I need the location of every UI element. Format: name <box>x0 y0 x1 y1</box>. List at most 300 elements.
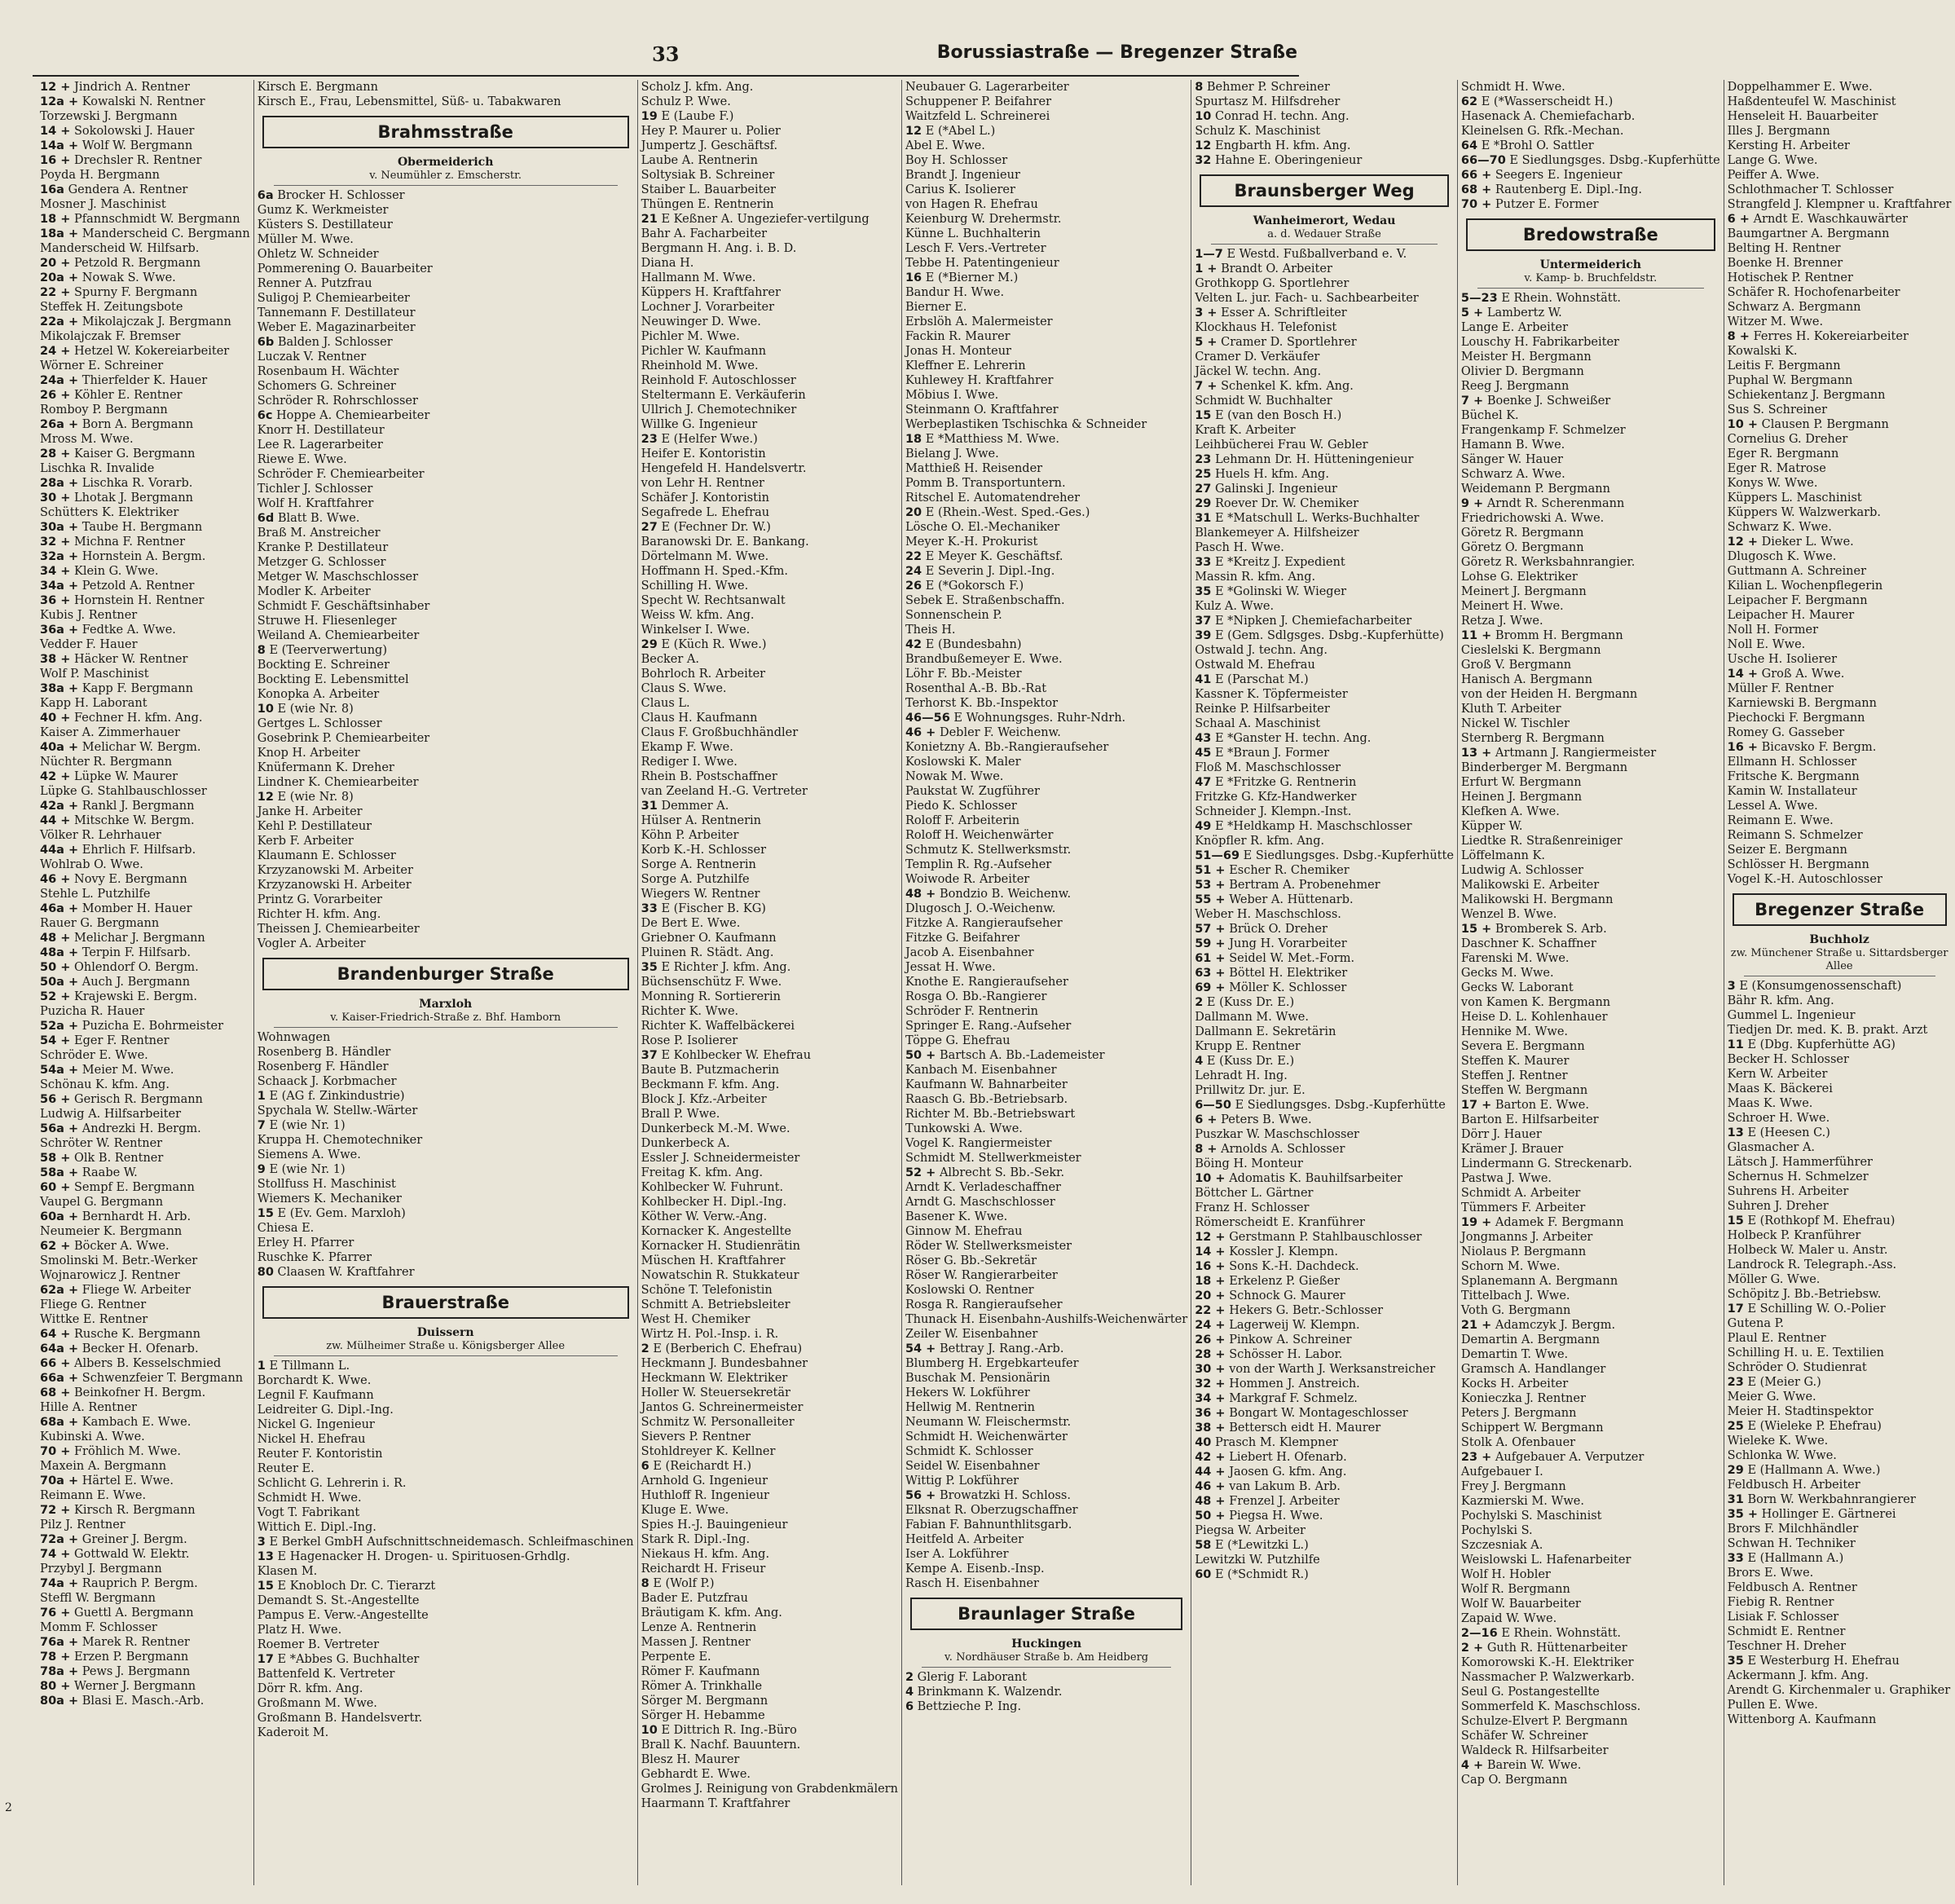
house-number: 76a + <box>40 1636 79 1649</box>
house-number: 53 + <box>1195 879 1226 892</box>
house-number: 46—56 <box>905 712 950 725</box>
resident-text: Fröhlich M. Wwe. <box>74 1445 181 1458</box>
entry <box>40 1136 250 1151</box>
entry <box>1728 843 1952 857</box>
resident-text: Röder W. Stellwerksmeister <box>905 1240 1072 1253</box>
entry <box>1195 643 1454 658</box>
resident-text: Waitzfeld L. Schreinerei <box>905 110 1050 123</box>
entry <box>1461 1010 1720 1025</box>
resident-text: E *Kreitz J. Expedient <box>1214 556 1345 569</box>
resident-text: Jantos G. Schreinermeister <box>641 1401 804 1414</box>
entry <box>258 394 634 408</box>
resident-text: Roemer B. Vertreter <box>257 1638 380 1651</box>
resident-text: Feldbusch H. Arbeiter <box>1727 1479 1860 1492</box>
resident-text: Rusche K. Bergmann <box>74 1328 200 1341</box>
entry <box>258 687 634 702</box>
entry <box>1195 1245 1454 1259</box>
entry <box>1461 139 1720 153</box>
entry <box>905 901 1187 916</box>
entry <box>258 1148 634 1162</box>
entry <box>905 1327 1187 1342</box>
entry <box>1461 1083 1720 1098</box>
entry <box>40 608 250 623</box>
house-number: 11 + <box>1460 629 1492 642</box>
resident-text: Schmidt K. Schlosser <box>905 1445 1033 1458</box>
entry <box>1195 247 1454 262</box>
entry <box>1461 1553 1720 1567</box>
entry <box>1728 1228 1952 1243</box>
entry <box>641 373 898 388</box>
resident-text: Schröder E. Wwe. <box>40 1049 148 1062</box>
entry <box>1461 1582 1720 1597</box>
resident-text: Holbeck P. Kranführer <box>1727 1229 1861 1242</box>
entry <box>1728 80 1952 95</box>
resident-text: Klefken A. Wwe. <box>1460 805 1560 818</box>
resident-text: Binderberger M. Bergmann <box>1460 761 1628 774</box>
resident-text: Bettersch eidt H. Maurer <box>1229 1421 1381 1435</box>
resident-text: Kossler J. Klempn. <box>1229 1245 1338 1258</box>
resident-text: Roloff F. Arbeiterin <box>905 814 1020 827</box>
resident-text: Küppers L. Maschinist <box>1727 491 1862 505</box>
entry <box>1461 1098 1720 1113</box>
entry <box>258 731 634 746</box>
entry <box>641 212 898 227</box>
margin-note: 2 <box>5 1801 12 1814</box>
resident-text: Reimann S. Schmelzer <box>1727 829 1863 842</box>
street-heading: Brauerstraße <box>262 1286 629 1319</box>
house-number: 66—70 <box>1460 154 1506 167</box>
resident-text: Brinkmann K. Walzendr. <box>917 1686 1063 1699</box>
house-number: 14 + <box>40 125 71 138</box>
entry <box>641 549 898 564</box>
entry <box>1728 681 1952 696</box>
entry <box>1728 769 1952 784</box>
entry <box>905 872 1187 887</box>
column-4 <box>902 80 1191 1885</box>
resident-text: Wenzel B. Wwe. <box>1460 908 1557 921</box>
resident-text: Andrezki H. Bergm. <box>81 1122 201 1135</box>
entry <box>40 315 250 329</box>
entry <box>1728 1258 1952 1272</box>
resident-text: Kazmierski M. Wwe. <box>1460 1495 1584 1508</box>
entry <box>1461 1670 1720 1685</box>
entry <box>258 1520 634 1535</box>
resident-text: Schäfer J. Kontoristin <box>641 491 769 505</box>
resident-text: Laube A. Rentnerin <box>641 154 758 167</box>
house-number: 12 <box>1195 139 1212 152</box>
resident-text: Gendera A. Rentner <box>68 183 188 196</box>
entry <box>40 1063 250 1078</box>
entry <box>1728 476 1952 491</box>
house-number: 66 + <box>40 1357 71 1370</box>
house-number: 16 <box>905 271 922 284</box>
resident-text: Rosga R. Rangieraufseher <box>905 1298 1063 1311</box>
entry <box>258 1162 634 1177</box>
entry <box>1195 746 1454 760</box>
entry <box>40 1268 250 1283</box>
resident-text: Ohlendorf O. Bergm. <box>74 961 199 974</box>
resident-text: E Tillmann L. <box>269 1360 350 1373</box>
resident-text: Baranowski Dr. E. Bankang. <box>641 536 809 549</box>
resident-text: Tunkowski A. Wwe. <box>905 1122 1023 1135</box>
resident-text: Cap O. Bergmann <box>1460 1774 1568 1787</box>
resident-text: Müller M. Wwe. <box>257 233 354 246</box>
resident-text: Hornstein H. Rentner <box>74 594 205 607</box>
house-number: 30a + <box>40 521 79 534</box>
resident-text: Metger W. Maschschlosser <box>257 571 419 584</box>
entry <box>641 1635 898 1650</box>
resident-text: Bielang J. Wwe. <box>905 447 999 461</box>
house-number: 68a + <box>40 1416 79 1429</box>
entry <box>905 95 1187 109</box>
resident-text: Bettzieche P. Ing. <box>917 1700 1022 1713</box>
resident-text: E (Kuss Dr. E.) <box>1206 996 1295 1009</box>
resident-text: Greiner J. Bergm. <box>81 1533 187 1546</box>
resident-text: Kaiser G. Bergmann <box>74 447 196 461</box>
resident-text: Schmidt H. Wwe. <box>1460 81 1565 94</box>
resident-text: Jindrich A. Rentner <box>74 81 190 94</box>
entry <box>1728 1184 1952 1199</box>
resident-text: Prasch M. Klempner <box>1214 1436 1338 1449</box>
entry <box>1195 1318 1454 1333</box>
entry <box>40 1019 250 1034</box>
resident-text: Gerisch R. Bergmann <box>74 1093 203 1106</box>
entry <box>1461 1611 1720 1626</box>
resident-text: Keienburg W. Drehermstr. <box>905 213 1062 226</box>
resident-text: Daschner K. Schaffner <box>1460 937 1596 950</box>
house-number: 64a + <box>40 1342 79 1355</box>
house-number: 2 + <box>1460 1642 1484 1655</box>
resident-text: Kehl P. Destillateur <box>257 820 372 833</box>
entry <box>1728 153 1952 168</box>
entry <box>1728 652 1952 667</box>
entry <box>905 388 1187 403</box>
entry <box>1728 197 1952 212</box>
entry <box>1461 731 1720 746</box>
entry <box>641 1415 898 1430</box>
entry <box>40 1635 250 1650</box>
resident-text: Schwarz A. Wwe. <box>1460 468 1565 481</box>
entry <box>40 373 250 388</box>
resident-text: Sokolowski J. Hauer <box>74 125 195 138</box>
entry <box>641 476 898 491</box>
resident-text: Schmidt A. Arbeiter <box>1460 1187 1581 1200</box>
entry <box>641 1723 898 1738</box>
resident-text: Buschak M. Pensionärin <box>905 1372 1050 1385</box>
street-extent: v. Neumühler z. Emscherstr. <box>369 170 522 182</box>
resident-text: Franz H. Schlosser <box>1195 1201 1310 1214</box>
entry <box>1728 271 1952 285</box>
entry <box>40 124 250 139</box>
entry <box>40 1224 250 1239</box>
resident-text: Fitzke A. Rangieraufseher <box>905 917 1063 930</box>
entry <box>641 1312 898 1327</box>
entry <box>641 491 898 505</box>
resident-text: Brandt O. Arbeiter <box>1221 262 1332 275</box>
house-number: 5—23 <box>1460 292 1498 305</box>
entry <box>1728 1624 1952 1639</box>
house-number: 57 + <box>1195 923 1226 936</box>
resident-text: Renner A. Putzfrau <box>257 277 372 290</box>
entry <box>1195 570 1454 584</box>
entry <box>40 212 250 227</box>
resident-text: Hornstein A. Bergm. <box>81 550 206 563</box>
entry <box>1461 1641 1720 1655</box>
entry <box>905 1239 1187 1254</box>
entry <box>40 461 250 476</box>
resident-text: Kamin W. Installateur <box>1727 785 1857 798</box>
resident-text: Ferres H. Kokereiarbeiter <box>1753 330 1909 343</box>
resident-text: Born A. Bergmann <box>81 418 194 431</box>
resident-text: Dunkerbeck A. <box>641 1137 730 1150</box>
street-heading: Bregenzer Straße <box>1733 893 1947 926</box>
entry <box>1461 291 1720 306</box>
resident-text: Woiwode R. Arbeiter <box>905 873 1030 886</box>
house-number: 54a + <box>40 1064 79 1077</box>
resident-text: Bräutigam K. kfm. Ang. <box>641 1606 782 1620</box>
street-heading: Braunsberger Weg <box>1200 174 1449 207</box>
entry <box>1195 760 1454 775</box>
entry <box>1461 1347 1720 1362</box>
entry <box>1728 432 1952 447</box>
resident-text: Borchardt K. Wwe. <box>257 1374 372 1387</box>
resident-text: Wolf P. Maschinist <box>40 668 149 681</box>
resident-text: Splanemann A. Bergmann <box>1460 1275 1618 1288</box>
house-number: 20 + <box>40 257 71 270</box>
resident-text: Wirtz H. Pol.-Insp. i. R. <box>641 1328 779 1341</box>
resident-text: Meier H. Stadtinspektor <box>1727 1405 1874 1418</box>
resident-text: Leitis F. Bergmann <box>1727 359 1841 372</box>
entry <box>905 828 1187 843</box>
entry <box>641 1122 898 1136</box>
entry <box>641 711 898 725</box>
entry <box>40 520 250 535</box>
resident-text: Albrecht S. Bb.-Sekr. <box>939 1166 1065 1179</box>
entry <box>1195 1230 1454 1245</box>
entry <box>258 1623 634 1637</box>
entry <box>1728 1492 1952 1507</box>
resident-text: Kapp F. Bergmann <box>81 682 193 695</box>
resident-text: Tebbe H. Patentingenieur <box>905 257 1059 270</box>
resident-text: Wörner E. Schreiner <box>40 359 164 372</box>
resident-text: von Lehr H. Rentner <box>641 477 764 490</box>
resident-text: Wittenborg A. Kaufmann <box>1727 1713 1877 1726</box>
resident-text: Escher R. Chemiker <box>1229 864 1350 877</box>
resident-text: Heise D. L. Kohlenhauer <box>1460 1011 1608 1024</box>
entry <box>1195 1567 1454 1582</box>
house-number: 6 + <box>1727 213 1750 226</box>
entry <box>1728 1712 1952 1727</box>
resident-text: Huthloff R. Ingenieur <box>641 1489 769 1502</box>
resident-text: Sus S. Schreiner <box>1727 403 1828 416</box>
resident-text: Theis H. <box>905 624 956 637</box>
entry <box>258 1060 634 1074</box>
resident-text: Röser G. Bb.-Sekretär <box>905 1254 1037 1267</box>
entry <box>258 364 634 379</box>
entry <box>1461 892 1720 907</box>
house-number: 62a + <box>40 1284 79 1297</box>
entry <box>905 1386 1187 1400</box>
house-number: 51—69 <box>1195 849 1240 862</box>
house-number: 74a + <box>40 1577 79 1590</box>
entry <box>258 467 634 482</box>
entry <box>1195 804 1454 819</box>
separator <box>922 1667 1171 1668</box>
entry <box>1461 1113 1720 1127</box>
resident-text: Schenkel K. kfm. Ang. <box>1221 380 1354 393</box>
entry <box>1728 256 1952 271</box>
entry <box>1461 1465 1720 1479</box>
entry <box>641 667 898 681</box>
house-number: 48 + <box>40 932 71 945</box>
resident-text: Artmann J. Rangiermeister <box>1495 747 1657 760</box>
resident-text: Kulz A. Wwe. <box>1195 600 1275 613</box>
resident-text: Janke H. Arbeiter <box>257 805 363 818</box>
entry <box>258 892 634 907</box>
entry <box>1195 1186 1454 1201</box>
entry <box>1461 496 1720 511</box>
house-number: 6d <box>257 512 275 525</box>
resident-text: Zapaid W. Wwe. <box>1460 1612 1557 1625</box>
entry <box>641 197 898 212</box>
resident-text: Seidel W. Met.-Form. <box>1229 952 1355 965</box>
entry <box>1461 848 1720 863</box>
entry <box>641 1298 898 1312</box>
entry <box>40 579 250 593</box>
resident-text: Usche H. Isolierer <box>1727 653 1838 666</box>
house-number: 48 + <box>905 888 936 901</box>
entry <box>1728 315 1952 329</box>
house-number: 76 + <box>40 1606 71 1620</box>
resident-text: Weislowski L. Hafenarbeiter <box>1460 1554 1631 1567</box>
entry <box>1461 570 1720 584</box>
entry <box>641 505 898 520</box>
resident-text: Bader E. Putzfrau <box>641 1592 748 1605</box>
resident-text: Maas K. Wwe. <box>1727 1097 1813 1110</box>
house-number: 1 <box>257 1360 266 1373</box>
house-number: 49 <box>1195 820 1212 833</box>
entry <box>1728 520 1952 535</box>
house-number: 19 + <box>1460 1216 1492 1229</box>
entry <box>258 1206 634 1221</box>
house-number: 42 + <box>40 770 71 783</box>
entry <box>905 564 1187 579</box>
resident-text: Reimann E. Wwe. <box>40 1489 147 1502</box>
house-number: 37 <box>1195 615 1212 628</box>
resident-text: Brandt J. Ingenieur <box>905 169 1020 182</box>
entry <box>641 608 898 623</box>
entry <box>1195 658 1454 672</box>
house-number: 15 + <box>1460 923 1492 936</box>
resident-text: Specht W. Rechtsanwalt <box>641 594 786 607</box>
resident-text: von Hagen R. Ehefrau <box>905 198 1038 211</box>
resident-text: Strangfeld J. Klempner u. Kraftfahrer <box>1727 198 1952 211</box>
house-number: 44 + <box>1195 1465 1226 1479</box>
resident-text: Lätsch J. Hammerführer <box>1727 1156 1873 1169</box>
resident-text: Bettray J. Rang.-Arb. <box>939 1342 1064 1355</box>
resident-text: Pochylski S. Maschinist <box>1460 1510 1602 1523</box>
house-number: 32 <box>1195 154 1212 167</box>
resident-text: Kranke P. Destillateur <box>257 541 389 554</box>
entry <box>1728 711 1952 725</box>
entry <box>1728 1404 1952 1419</box>
entry <box>905 535 1187 549</box>
entry <box>641 1518 898 1532</box>
entry <box>258 452 634 467</box>
entry <box>258 907 634 922</box>
resident-text: Gertges L. Schlosser <box>257 717 382 730</box>
entry <box>258 1637 634 1652</box>
house-number: 59 + <box>1195 937 1226 950</box>
house-number: 40a + <box>40 741 79 754</box>
house-number: 31 <box>641 800 658 813</box>
resident-text: Kocks H. Arbeiter <box>1460 1377 1569 1391</box>
entry <box>258 335 634 350</box>
resident-text: Wolf W. Bauarbeiter <box>1460 1598 1581 1611</box>
house-number: 46 + <box>905 726 936 739</box>
resident-text: Waldeck R. Hilfsarbeiter <box>1460 1744 1609 1757</box>
resident-text: Segafrede L. Ehefrau <box>641 506 770 519</box>
resident-text: Guettl A. Bergmann <box>74 1606 194 1620</box>
entry <box>258 775 634 790</box>
entry <box>641 872 898 887</box>
entry <box>905 755 1187 769</box>
entry <box>1728 1052 1952 1067</box>
resident-text: Erfurt W. Bergmann <box>1460 776 1582 789</box>
resident-text: Fitzke G. Beifahrer <box>905 932 1020 945</box>
resident-text: von der Warth J. Werksanstreicher <box>1229 1363 1436 1376</box>
entry <box>1195 922 1454 937</box>
entry <box>40 769 250 784</box>
resident-text: Bicavsko F. Bergm. <box>1761 741 1877 754</box>
resident-text: Meister H. Bergmann <box>1460 350 1592 364</box>
resident-text: Bartsch A. Bb.-Lademeister <box>939 1049 1105 1062</box>
entry <box>905 1518 1187 1532</box>
entry <box>258 306 634 320</box>
resident-text: Schulze-Elvert P. Bergmann <box>1460 1715 1628 1728</box>
resident-text: Torzewski J. Bergmann <box>40 110 178 123</box>
entry <box>1728 1375 1952 1390</box>
resident-text: Grothkopp G. Sportlehrer <box>1195 277 1350 290</box>
entry <box>641 1400 898 1415</box>
entry <box>258 1045 634 1060</box>
resident-text: Bergmann H. Ang. i. B. D. <box>641 242 797 255</box>
resident-text: Lambertz W. <box>1486 306 1562 320</box>
entry <box>905 212 1187 227</box>
resident-text: Lochner J. Vorarbeiter <box>641 301 775 314</box>
resident-text: Köhn P. Arbeiter <box>641 829 739 842</box>
resident-text: Aufgebauer A. Verputzer <box>1495 1451 1645 1464</box>
entry <box>40 711 250 725</box>
resident-text: Modler K. Arbeiter <box>257 585 371 598</box>
resident-text: Neubauer G. Lagerarbeiter <box>905 81 1069 94</box>
entry <box>641 1136 898 1151</box>
resident-text: Mikolajczak J. Bergmann <box>81 315 231 328</box>
house-number: 22a + <box>40 315 79 328</box>
entry <box>1195 863 1454 878</box>
entry <box>40 623 250 637</box>
entry <box>258 672 634 687</box>
resident-text: Vogel K. Rangiermeister <box>905 1137 1052 1150</box>
entry <box>40 1474 250 1488</box>
entry <box>641 1342 898 1356</box>
entry <box>1461 183 1720 197</box>
entry <box>1461 1303 1720 1318</box>
resident-text: Dieker L. Wwe. <box>1761 536 1854 549</box>
resident-text: Göretz R. Bergmann <box>1460 527 1584 540</box>
resident-text: Diana H. <box>641 257 694 270</box>
resident-text: Göretz O. Bergmann <box>1460 541 1584 554</box>
